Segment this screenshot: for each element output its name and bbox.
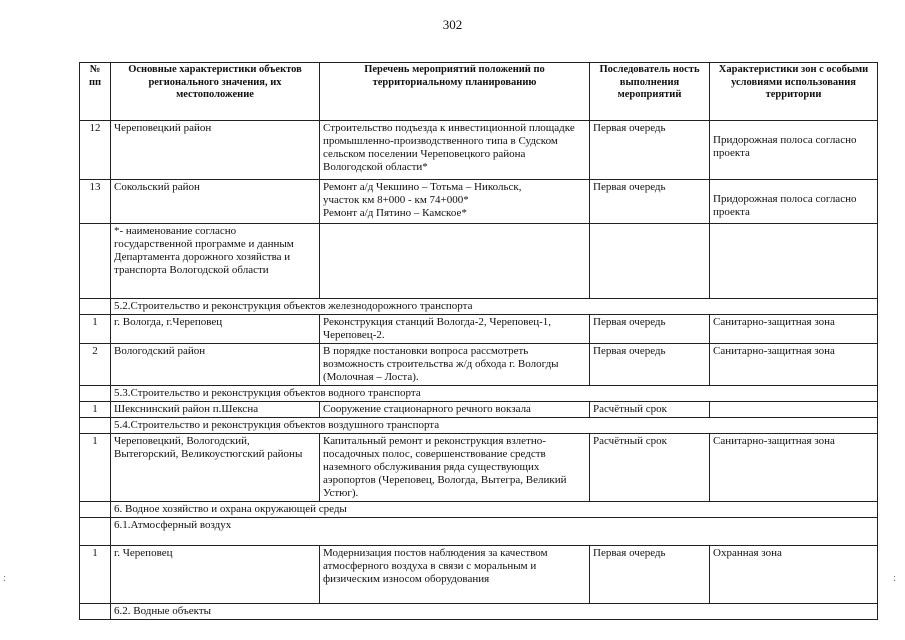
table-row	[80, 121, 878, 180]
row-measure: Капитальный ремонт и реконструкция взлетно-посадочных полос, совершенствование средств наземного обслуживания ряда существующих аэропортов (Череповец, Вологда, Вытегра, Великий Устюг).	[320, 434, 590, 502]
footnote-text: *- наименование согласно государственной программе и данным Департамента дорожного хозяйства и транспорта Вологодской области	[111, 224, 320, 299]
row-number: 12	[80, 121, 111, 180]
row-number: 2	[80, 344, 111, 386]
row-measure: Строительство подъезда к инвестиционной площадке промышленно-производственного типа в Судском сельском поселении Череповецкого района Вологодской области*	[320, 121, 590, 180]
table-header-row	[80, 63, 878, 121]
row-number: 1	[80, 546, 111, 604]
row-zone: Санитарно-защитная зона	[710, 315, 878, 344]
table-row	[80, 434, 878, 502]
row-measure: Реконструкция станций Вологда-2, Череповец-1, Череповец-2.	[320, 315, 590, 344]
section-heading-rail: 5.2.Строительство и реконструкция объектов железнодорожного транспорта	[111, 299, 878, 315]
section-heading-water-objects: 6.2. Водные объекты	[111, 604, 878, 620]
row-measure: Модернизация постов наблюдения за качеством атмосферного воздуха в связи с моральным и физическим износом оборудования	[320, 546, 590, 604]
section-row	[80, 418, 878, 434]
section-row	[80, 299, 878, 315]
row-sequence: Первая очередь	[590, 315, 710, 344]
row-sequence: Расчётный срок	[590, 434, 710, 502]
row-sequence: Расчётный срок	[590, 402, 710, 418]
row-measure	[320, 180, 590, 224]
header-sequence: Последователь ность выполнения мероприятий	[590, 63, 710, 121]
section-heading-water-env: 6. Водное хозяйство и охрана окружающей среды	[111, 502, 878, 518]
row-object: г. Вологда, г.Череповец	[111, 315, 320, 344]
row-zone: Санитарно-защитная зона	[710, 434, 878, 502]
row-zone: Санитарно-защитная зона	[710, 344, 878, 386]
section-row	[80, 502, 878, 518]
table-row	[80, 546, 878, 604]
row-measure: Сооружение стационарного речного вокзала	[320, 402, 590, 418]
header-num: № пп	[80, 63, 111, 121]
row-object: г. Череповец	[111, 546, 320, 604]
row-object: Сокольский район	[111, 180, 320, 224]
row-number: 13	[80, 180, 111, 224]
section-heading-water-transport: 5.3.Строительство и реконструкция объектов водного транспорта	[111, 386, 878, 402]
header-objects: Основные характеристики объектов регионального значения, их местоположение	[111, 63, 320, 121]
row-zone	[710, 402, 878, 418]
header-zones: Характеристики зон с особыми условиями использования территории	[710, 63, 878, 121]
right-margin-mark: :	[893, 572, 897, 584]
row-sequence: Первая очередь	[590, 546, 710, 604]
table-row	[80, 344, 878, 386]
footnote-row	[80, 224, 878, 299]
header-measures: Перечень мероприятий положений по территориальному планированию	[320, 63, 590, 121]
planning-measures-table	[79, 62, 878, 620]
measure-line: Ремонт а/д Пятино – Камское*	[323, 207, 467, 219]
measure-line: Ремонт а/д Чекшино – Тотьма – Никольск,	[323, 181, 522, 193]
section-heading-atmosphere: 6.1.Атмосферный воздух	[111, 518, 878, 546]
section-heading-air-transport: 5.4.Строительство и реконструкция объектов воздушного транспорта	[111, 418, 878, 434]
left-margin-mark: :	[3, 572, 7, 584]
row-sequence: Первая очередь	[590, 344, 710, 386]
row-measure: В порядке постановки вопроса рассмотреть возможность строительства ж/д обхода г. Вологды (Молочная – Лоста).	[320, 344, 590, 386]
section-row	[80, 386, 878, 402]
table-row	[80, 180, 878, 224]
row-object: Череповецкий район	[111, 121, 320, 180]
row-number: 1	[80, 434, 111, 502]
section-row	[80, 518, 878, 546]
table-row	[80, 402, 878, 418]
row-zone: Придорожная полоса согласно проекта	[710, 121, 878, 180]
row-number: 1	[80, 402, 111, 418]
measure-line: участок км 8+000 - км 74+000*	[323, 194, 469, 206]
row-object: Череповецкий, Вологодский, Вытегорский, Великоустюгский районы	[111, 434, 320, 502]
row-sequence: Первая очередь	[590, 121, 710, 180]
row-sequence: Первая очередь	[590, 180, 710, 224]
row-object: Вологодский район	[111, 344, 320, 386]
row-number: 1	[80, 315, 111, 344]
page-number: 302	[442, 17, 463, 32]
section-row	[80, 604, 878, 620]
row-zone: Охранная зона	[710, 546, 878, 604]
row-zone: Придорожная полоса согласно проекта	[710, 180, 878, 224]
row-object: Шекснинский район п.Шексна	[111, 402, 320, 418]
table-row	[80, 315, 878, 344]
